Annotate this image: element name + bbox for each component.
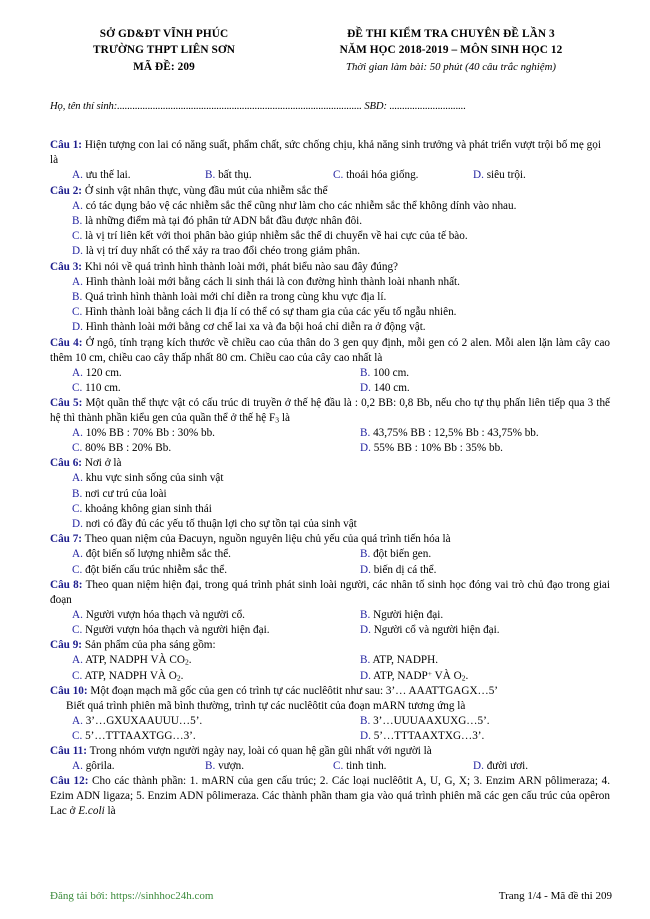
option-text: 5’…TTTAAXTGG…3’.	[82, 730, 196, 743]
option-letter: C.	[72, 730, 83, 743]
option-d[interactable]	[72, 245, 360, 257]
option-d[interactable]	[360, 563, 436, 578]
question-number: Câu 4:	[50, 336, 83, 349]
option-letter: B.	[205, 169, 216, 182]
option-letter: D.	[360, 381, 371, 394]
option-text: bất thụ.	[215, 169, 252, 182]
question-stem	[50, 774, 610, 819]
question-stem	[50, 578, 610, 608]
question-stem	[50, 336, 610, 366]
options-row	[72, 441, 610, 456]
candidate-name-field[interactable]: Họ, tên thí sinh:................................................................................................ SBD: ..............................	[50, 101, 466, 113]
question-block	[50, 456, 610, 532]
question-number: Câu 11:	[50, 745, 87, 758]
options-row	[72, 608, 610, 623]
options-row	[72, 244, 610, 259]
options-row	[72, 502, 610, 517]
option-c[interactable]	[72, 729, 360, 744]
option-text: ATP, NADP+ VÀ $O_2$.	[370, 668, 469, 683]
option-a[interactable]	[72, 759, 205, 774]
question-block	[50, 396, 610, 456]
option-letter: D.	[360, 669, 371, 682]
option-c[interactable]	[72, 441, 360, 456]
option-letter: C.	[333, 760, 344, 773]
option-text: 110 cm.	[82, 381, 121, 394]
question-block	[50, 774, 610, 819]
option-letter: C.	[72, 669, 83, 682]
school-name: TRƯỜNG THPT LIÊN SƠN	[92, 44, 236, 57]
options-row	[72, 714, 610, 729]
option-text: nơi có đầy đủ các yếu tố thuận lợi cho sự tồn tại của sinh vật	[82, 518, 357, 531]
option-letter: A.	[72, 608, 83, 621]
option-letter: B.	[72, 487, 83, 500]
option-c[interactable]	[72, 306, 456, 318]
options-group	[50, 471, 610, 532]
option-d[interactable]	[360, 623, 500, 638]
question-stem	[50, 638, 610, 653]
option-letter: C.	[333, 169, 344, 182]
exam-code: MÃ ĐỀ: 209	[133, 60, 195, 73]
option-text: ATP, NADPH.	[370, 654, 439, 667]
options-group	[50, 426, 610, 456]
question-number: Câu 8:	[50, 578, 83, 591]
option-text: khu vực sinh sống của sinh vật	[82, 472, 224, 485]
option-text: biến dị cá thể.	[370, 563, 437, 576]
option-b[interactable]	[72, 215, 362, 227]
option-text: 3’…GXUXAAUUU…5’.	[82, 714, 203, 727]
option-letter: C.	[72, 442, 83, 455]
option-text: đột biến cấu trúc nhiễm sắc thể.	[82, 563, 228, 576]
option-c[interactable]	[333, 168, 473, 183]
options-row	[72, 426, 610, 441]
option-a[interactable]	[72, 653, 360, 668]
option-text: là vị trí liên kết với thoi phân bào giúp nhiễm sắc thể di chuyển về hai cực của tế bào.	[82, 230, 468, 243]
option-d[interactable]	[72, 321, 426, 333]
options-row	[72, 623, 610, 638]
option-text: nơi cư trú của loài	[82, 487, 167, 500]
exam-duration: Thời gian làm bài: 50 phút (40 câu trắc nghiệm)	[346, 60, 556, 73]
option-c[interactable]	[72, 503, 212, 515]
option-text: có tác dụng bảo vệ các nhiễm sắc thể cũng như làm cho các nhiễm sắc thể không dính vào nhau.	[82, 199, 517, 212]
question-text: Hiện tượng con lai có năng suất, phẩm chất, sức chống chịu, khả năng sinh trưởng và phát triển vượt trội bố mẹ gọi là	[50, 139, 601, 167]
question-stem	[50, 684, 610, 699]
option-letter: C.	[72, 381, 83, 394]
option-b[interactable]	[205, 759, 333, 774]
option-d[interactable]	[473, 759, 528, 774]
option-text: Người hiện đại.	[370, 608, 444, 621]
options-row	[72, 290, 610, 305]
options-group	[50, 608, 610, 638]
question-stem	[50, 744, 610, 759]
question-block	[50, 638, 610, 683]
option-letter: A.	[72, 275, 83, 288]
question-text: Khi nói về quá trình hình thành loài mới, phát biểu nào sau đây đúng?	[82, 260, 399, 273]
page-footer	[38, 890, 612, 902]
option-letter: C.	[72, 306, 83, 319]
option-letter: B.	[360, 714, 371, 727]
option-letter: A.	[72, 426, 83, 439]
option-c[interactable]	[72, 623, 360, 638]
option-text: thoái hóa giống.	[343, 169, 419, 182]
question-block	[50, 532, 610, 577]
option-text: ATP, NADPH VÀ $CO_2$.	[82, 654, 192, 667]
question-stem	[50, 184, 610, 199]
options-row	[72, 563, 610, 578]
option-b[interactable]	[360, 426, 539, 441]
question-text: Ở ngô, tính trạng kích thước về chiều cao của thân do 3 gen quy định, mỗi gen có 2 alen. Mỗi alen lặn làm cây cao thêm 10 cm, chiều cao cây thấp nhất 80 cm. Chiều cao của cây cao nhất là	[50, 336, 611, 364]
option-letter: B.	[72, 290, 83, 303]
option-letter: B.	[205, 760, 216, 773]
option-letter: D.	[473, 169, 484, 182]
option-text: 43,75% BB : 12,5% Bb : 43,75% bb.	[370, 426, 539, 439]
option-letter: A.	[72, 760, 83, 773]
options-row	[72, 471, 610, 486]
question-block	[50, 684, 610, 744]
question-text: Sản phẩm của pha sáng gồm:	[82, 639, 216, 652]
question-number: Câu 9:	[50, 639, 83, 652]
question-block	[50, 336, 610, 396]
option-text: 140 cm.	[370, 381, 410, 394]
option-a[interactable]	[72, 426, 360, 441]
options-row	[72, 199, 610, 214]
option-letter: B.	[360, 654, 371, 667]
option-letter: A.	[72, 472, 83, 485]
option-letter: D.	[360, 563, 371, 576]
option-text: đột biến gen.	[370, 548, 432, 561]
option-letter: C.	[72, 502, 83, 515]
option-d[interactable]	[360, 441, 503, 456]
question-stem	[50, 532, 610, 547]
option-d[interactable]	[72, 518, 357, 530]
options-row	[72, 214, 610, 229]
option-b[interactable]	[360, 653, 438, 668]
option-text: Hình thành loài mới bằng cơ chế lai xa và đa bội hoá chỉ diễn ra ở động vật.	[82, 321, 426, 334]
options-row	[72, 517, 610, 532]
option-b[interactable]	[360, 714, 490, 729]
question-stem	[50, 138, 610, 168]
option-text: 80% BB : 20% Bb.	[82, 442, 172, 455]
option-d[interactable]	[360, 729, 484, 744]
question-stem	[50, 456, 610, 471]
question-text: Theo quan niệm của Đacuyn, nguồn nguyên liệu chủ yếu của quá trình tiến hóa là	[82, 533, 451, 546]
document-header	[38, 0, 612, 75]
option-text: Hình thành loài mới bằng cách li sinh thái là con đường hình thành loài nhanh nhất.	[82, 275, 460, 288]
option-letter: A.	[72, 366, 83, 379]
option-a[interactable]	[72, 200, 516, 212]
option-d[interactable]	[360, 669, 468, 684]
option-letter: B.	[360, 548, 371, 561]
options-row	[72, 487, 610, 502]
option-b[interactable]	[360, 366, 409, 381]
option-d[interactable]	[360, 381, 410, 396]
exam-subject: NĂM HỌC 2018-2019 – MÔN SINH HỌC 12	[339, 44, 563, 57]
option-text: 120 cm.	[82, 366, 122, 379]
option-text: 5’…TTTAAXTXG…3’.	[370, 730, 485, 743]
source-credit[interactable]: Đăng tải bởi: https://sinhhoc24h.com	[50, 890, 214, 902]
options-row	[72, 729, 610, 744]
question-block	[50, 184, 610, 260]
option-text: 55% BB : 10% Bb : 35% bb.	[370, 442, 503, 455]
option-letter: A.	[72, 548, 83, 561]
options-group	[50, 547, 610, 577]
option-letter: B.	[360, 608, 371, 621]
options-group	[50, 714, 610, 744]
option-b[interactable]	[360, 608, 443, 623]
option-a[interactable]	[72, 276, 460, 288]
option-letter: A.	[72, 714, 83, 727]
option-c[interactable]	[333, 759, 473, 774]
option-text: là vị trí duy nhất có thể xảy ra trao đổi chéo trong giảm phân.	[82, 245, 361, 258]
option-letter: D.	[72, 245, 83, 258]
option-text: 100 cm.	[370, 366, 410, 379]
option-c[interactable]	[72, 563, 360, 578]
option-letter: C.	[72, 624, 83, 637]
options-group	[50, 168, 610, 183]
option-letter: D.	[360, 442, 371, 455]
options-row	[72, 366, 610, 381]
option-letter: D.	[360, 730, 371, 743]
option-text: 10% BB : 70% Bb : 30% bb.	[82, 426, 215, 439]
option-d[interactable]	[473, 168, 526, 183]
question-stem	[50, 396, 610, 426]
option-text: Hình thành loài bằng cách li địa lí có thể có sự tham gia của các yếu tố ngẫu nhiên.	[82, 306, 457, 319]
question-block	[50, 578, 610, 638]
option-c[interactable]	[72, 381, 360, 396]
option-text: vượn.	[215, 760, 245, 773]
question-number: Câu 2:	[50, 184, 83, 197]
options-row	[72, 381, 610, 396]
option-letter: D.	[473, 760, 484, 773]
option-text: đột biến số lượng nhiễm sắc thể.	[82, 548, 231, 561]
question-text: Trong nhóm vượn người ngày nay, loài có quan hệ gần gũi nhất với người là	[87, 745, 432, 758]
option-text: Người cổ và người hiện đại.	[370, 624, 500, 637]
options-row	[72, 759, 610, 774]
option-letter: A.	[72, 654, 83, 667]
option-text: khoảng không gian sinh thái	[82, 502, 212, 515]
option-a[interactable]	[72, 168, 205, 183]
options-group	[50, 366, 610, 396]
option-a[interactable]	[72, 547, 360, 562]
exam-title: ĐỀ THI KIỂM TRA CHUYÊN ĐỀ LẦN 3	[347, 28, 555, 40]
option-c[interactable]	[72, 669, 360, 684]
option-text: gôrila.	[82, 760, 115, 773]
option-a[interactable]	[72, 366, 360, 381]
questions-list	[38, 138, 612, 819]
option-text: 3’…UUUAAXUXG…5’.	[370, 714, 490, 727]
option-letter: B.	[360, 426, 371, 439]
question-block	[50, 260, 610, 336]
option-text: Người vượn hóa thạch và người cổ.	[82, 608, 245, 621]
option-a[interactable]	[72, 714, 360, 729]
option-c[interactable]	[72, 230, 468, 242]
options-row	[72, 669, 610, 684]
options-row	[72, 320, 610, 335]
question-number: Câu 10:	[50, 684, 88, 697]
question-text: Nơi ở là	[82, 457, 122, 470]
question-text: Một đoạn mạch mã gốc của gen có trình tự các nuclêôtit như sau: 3’… AAATTGAGX…5’	[87, 684, 499, 697]
options-row	[72, 229, 610, 244]
page-number: Trang 1/4 - Mã đề thi 209	[498, 890, 612, 902]
question-number: Câu 6:	[50, 457, 83, 470]
header-right-block	[290, 26, 612, 75]
option-text: Người vượn hóa thạch và người hiện đại.	[82, 624, 270, 637]
option-b[interactable]	[72, 488, 167, 500]
option-letter: D.	[72, 321, 83, 334]
option-letter: A.	[72, 199, 83, 212]
option-letter: A.	[72, 169, 83, 182]
option-text: siêu trội.	[483, 169, 526, 182]
option-letter: B.	[72, 214, 83, 227]
options-row	[72, 653, 610, 668]
question-stem	[50, 260, 610, 275]
option-a[interactable]	[72, 472, 224, 484]
option-b[interactable]	[205, 168, 333, 183]
question-text: Theo quan niệm hiện đại, trong quá trình phát sinh loài người, các nhân tố sinh học đóng vai trò chủ đạo trong giai đoạn	[50, 578, 610, 606]
options-row	[72, 275, 610, 290]
option-text: ATP, NADPH VÀ $O_2$.	[82, 669, 184, 683]
options-group	[50, 759, 610, 774]
option-b[interactable]	[360, 547, 431, 562]
option-letter: C.	[72, 563, 83, 576]
option-letter: D.	[360, 624, 371, 637]
header-left-block	[38, 26, 290, 75]
options-row	[72, 168, 610, 183]
question-block	[50, 744, 610, 774]
option-a[interactable]	[72, 608, 360, 623]
question-number: Câu 1:	[50, 139, 83, 152]
question-number: Câu 3:	[50, 260, 83, 273]
option-letter: D.	[72, 518, 83, 531]
option-letter: B.	[360, 366, 371, 379]
option-text: tinh tinh.	[343, 760, 387, 773]
options-group	[50, 275, 610, 336]
option-text: ưu thế lai.	[82, 169, 131, 182]
options-group	[50, 653, 610, 683]
question-text: Một quần thể thực vật có cấu trúc di truyền ở thế hệ đầu là : 0,2 BB: 0,8 Bb, nếu cho tự thụ phấn liên tiếp qua 3 thế hệ thì thành phần kiểu gen của quần thể ở thế hệ $F_3$ là	[50, 396, 610, 425]
department-name: SỞ GD&ĐT VĨNH PHÚC	[99, 28, 229, 40]
question-continuation: Biết quá trình phiên mã bình thường, trình tự các nuclêôtit của đoạn mARN tương ứng là	[66, 699, 466, 712]
question-number: Câu 7:	[50, 533, 83, 546]
options-row	[72, 305, 610, 320]
question-number: Câu 12:	[50, 775, 89, 788]
option-text: Quá trình hình thành loài mới chỉ diễn ra trong cùng khu vực địa lí.	[82, 290, 387, 303]
question-block	[50, 138, 610, 183]
option-b[interactable]	[72, 291, 386, 303]
option-text: đười ươi.	[483, 760, 529, 773]
question-text: Cho các thành phần: 1. mARN của gen cấu trúc; 2. Các loại nuclêôtit A, U, G, X; 3. Enzim ARN pôlimeraza; 4. Ezim ADN ligaza; 5. Enzim ADN pôlimeraza. Các thành phần tham gia vào quá trình phiên mã các gen cấu trúc của opêron Lac ở E.coli là	[50, 775, 610, 818]
question-number: Câu 5:	[50, 396, 83, 409]
option-text: là những điểm mà tại đó phân tử ADN bắt đầu được nhân đôi.	[82, 214, 363, 227]
option-letter: C.	[72, 230, 83, 243]
options-row	[72, 547, 610, 562]
question-text: Ở sinh vật nhân thực, vùng đầu mút của nhiễm sắc thể	[82, 184, 328, 197]
options-group	[50, 199, 610, 260]
